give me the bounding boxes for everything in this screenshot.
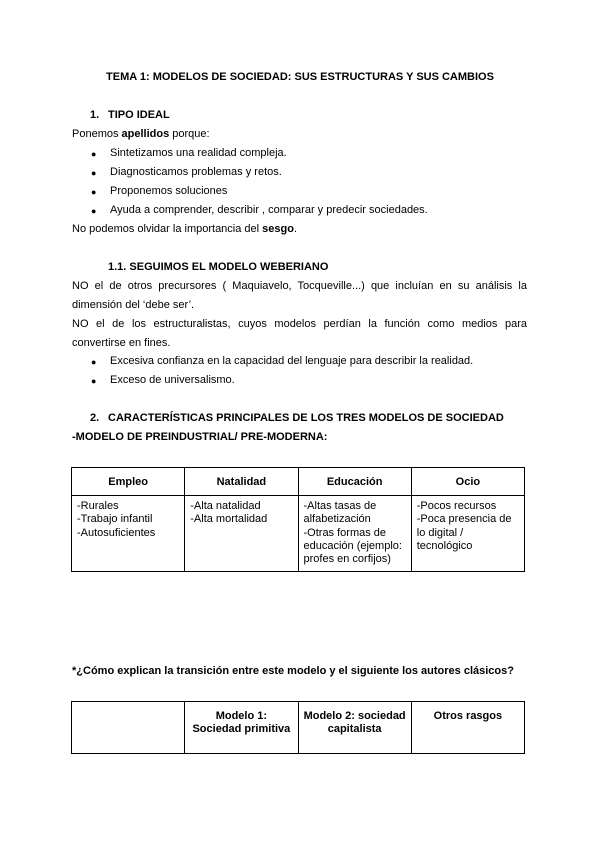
- section-2-title: CARACTERÍSTICAS PRINCIPALES DE LOS TRES MODELOS DE SOCIEDAD: [108, 412, 504, 424]
- preindustrial-table: [71, 467, 525, 572]
- closing-suffix: .: [293, 223, 298, 235]
- table-header-row: [72, 702, 525, 754]
- cell-line: -Altas tasas de alfabetización: [303, 500, 377, 526]
- section-1-number: 1.: [90, 109, 100, 121]
- table-header-cell: Modelo 2: sociedad capitalista: [298, 702, 411, 754]
- intro-suffix: porque:: [169, 128, 210, 140]
- section-1-1-bullet-list: [72, 355, 542, 393]
- section-1-title: TIPO IDEAL: [108, 109, 170, 121]
- section-1-1-para-2-line-1: NO el de los estructuralistas, cuyos modelos perdían la función como medios para: [72, 318, 527, 330]
- list-item: ● Exceso de universalismo.: [72, 374, 542, 393]
- list-item: ● Excesiva confianza en la capacidad del lenguaje para describir la realidad.: [72, 355, 542, 374]
- cell-line: -Poca presencia de lo digital / tecnológico: [416, 513, 512, 552]
- cell-line: -Otras formas de educación (ejemplo: profes en corfijos): [303, 526, 402, 565]
- table-cell-empleo: [72, 496, 185, 572]
- list-item: ● Ayuda a comprender, describir , comparar y predecir sociedades.: [72, 204, 532, 223]
- models-comparison-table: [71, 701, 525, 754]
- cell-line: -Autosuficientes: [77, 526, 156, 539]
- table-row: [72, 496, 525, 572]
- table-header-cell: Empleo: [72, 468, 185, 496]
- closing-prefix: No podemos olvidar la importancia del: [72, 223, 263, 235]
- table-header-cell: Ocio: [411, 468, 524, 496]
- transition-question: *¿Cómo explican la transición entre este modelo y el siguiente los autores clásicos?: [72, 665, 514, 677]
- section-1-heading: [90, 109, 170, 122]
- section-2-subheading: -MODELO DE PREINDUSTRIAL/ PRE-MODERNA:: [72, 431, 328, 443]
- closing-bold: sesgo: [262, 223, 294, 235]
- cell-line: -Rurales: [77, 500, 119, 513]
- list-item: ● Proponemos soluciones: [72, 185, 532, 204]
- table-header-cell: Natalidad: [185, 468, 298, 496]
- intro-prefix: Ponemos: [72, 128, 122, 140]
- section-1-1-para-1-line-2: dimensión del ‘debe ser’.: [72, 299, 195, 311]
- table-header-cell: Otros rasgos: [411, 702, 524, 754]
- table-cell-ocio: [411, 496, 524, 572]
- section-2-heading: [90, 412, 504, 425]
- intro-bold: apellidos: [121, 128, 170, 140]
- table-header-cell: Modelo 1: Sociedad primitiva: [185, 702, 298, 754]
- table-cell-educacion: [298, 496, 411, 572]
- section-1-bullet-list: [72, 147, 532, 223]
- page-title: TEMA 1: MODELOS DE SOCIEDAD: SUS ESTRUCTURAS Y SUS CAMBIOS: [106, 71, 494, 83]
- section-1-1-para-2-line-2: convertirse en fines.: [72, 337, 171, 349]
- section-1-1-para-1-line-1: NO el de otros precursores ( Maquiavelo, Tocqueville...) que incluían en su análisis la: [72, 280, 527, 292]
- cell-line: -Alta mortalidad: [190, 513, 268, 526]
- table-header-cell-empty: [72, 702, 185, 754]
- table-header-cell: Educación: [298, 468, 411, 496]
- list-item: ● Sintetizamos una realidad compleja.: [72, 147, 532, 166]
- section-1-intro: [72, 128, 210, 141]
- table-cell-natalidad: [185, 496, 298, 572]
- section-1-closing: [72, 223, 297, 236]
- cell-line: -Pocos recursos: [416, 500, 497, 513]
- section-1-1-heading: 1.1. SEGUIMOS EL MODELO WEBERIANO: [108, 261, 329, 273]
- cell-line: -Trabajo infantil: [77, 513, 153, 526]
- list-item: ● Diagnosticamos problemas y retos.: [72, 166, 532, 185]
- table-header-row: [72, 468, 525, 496]
- cell-line: -Alta natalidad: [190, 500, 261, 513]
- section-2-number: 2.: [90, 412, 100, 424]
